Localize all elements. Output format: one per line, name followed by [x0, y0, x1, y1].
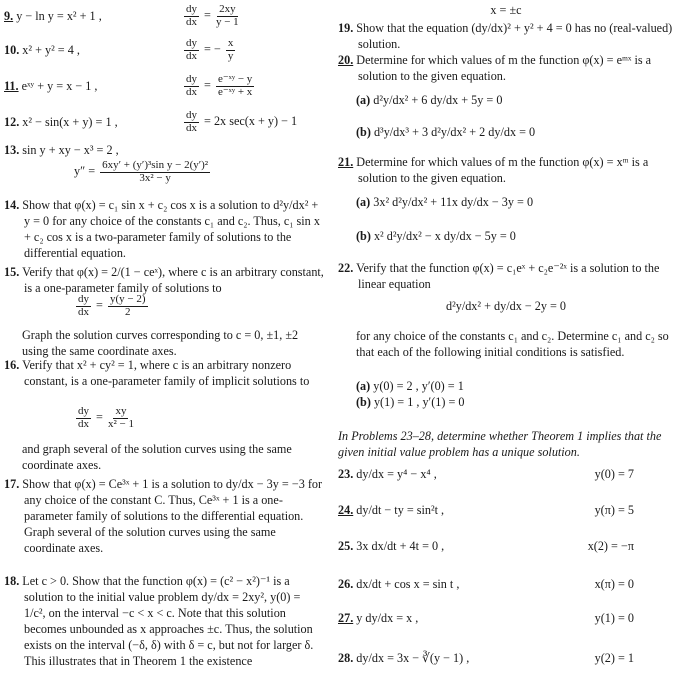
problem-15-after	[4, 327, 324, 359]
frac-num: dy	[186, 73, 197, 85]
initial-condition: y(π) = 5	[594, 503, 634, 517]
part-label: (a)	[356, 195, 371, 209]
problem-20-b	[338, 124, 674, 140]
ivp-problem	[338, 466, 674, 482]
initial-condition: y(0) = 7	[594, 467, 634, 481]
problem-22-b	[338, 394, 674, 410]
problem-15-equation: $\frac{dy}{dx}$ = $\frac{y(y - 2)}{2}$	[78, 293, 146, 318]
frac-num: x	[227, 37, 234, 49]
frac-num: y(y − 2)	[109, 293, 146, 305]
problem-21	[338, 154, 674, 186]
ivp-problem	[338, 502, 674, 518]
problem-equation: x² + y² = 4 ,	[22, 43, 80, 57]
problem-text: Determine for which values of m the function φ(x) = eᵐˣ is a solution to the given equation.	[356, 53, 652, 84]
part-label: (a)	[356, 93, 371, 107]
problem-16	[4, 357, 324, 389]
problem-number: 12.	[4, 115, 20, 129]
frac-den: dx	[186, 15, 197, 28]
part-equation: x² d²y/dx² − x dy/dx − 5y = 0	[373, 229, 516, 243]
problem-9: 9. y − ln y = x² + 1 , $\frac{dy}{dx}$ = $\frac{2xy}{y - 1}$	[4, 3, 239, 28]
problem-number: 20.	[338, 53, 354, 67]
part-label: (b)	[356, 395, 371, 409]
problem-text: for any choice of the constants c₁ and c₂. Determine c₁ and c₂ so that each of the following initial conditions is satisfied.	[356, 329, 669, 360]
problem-equation: sin y + xy − x³ = 2 ,	[22, 143, 119, 157]
problem-text: Verify that the function φ(x) = c₁eˣ + c₂e⁻²ˣ is a solution to the linear equation	[356, 261, 660, 292]
problem-22	[338, 260, 674, 292]
problem-number: 21.	[338, 155, 354, 169]
initial-condition: x(π) = 0	[594, 577, 634, 591]
problem-text: Show that the equation (dy/dx)² + y² + 4 = 0 has no (real-valued) solution.	[356, 21, 673, 52]
carryover-text: x = ±c	[490, 3, 522, 17]
problem-equation: y − ln y = x² + 1 ,	[16, 9, 102, 23]
part-label: (a)	[356, 379, 371, 393]
problems-23-28-intro	[338, 428, 674, 460]
problem-21-a	[338, 194, 674, 210]
problem-16-after	[4, 441, 324, 473]
problem-12	[4, 109, 324, 134]
frac-num: dy	[78, 405, 89, 417]
frac-num: 6xy′ + (y′)³sin y − 2(y′)²	[102, 159, 209, 171]
problem-equation: dy/dx = y⁴ − x⁴ ,	[356, 467, 437, 481]
problem-19	[338, 20, 674, 52]
problem-16-equation: $\frac{dy}{dx}$ = $\frac{xy}{\text{x² − 1}}$	[78, 405, 134, 430]
frac-den: 3x² − y	[139, 171, 171, 184]
part-equation: y(1) = 1 , y′(1) = 0	[373, 395, 465, 409]
equals-sign: = −	[204, 41, 221, 56]
problem-number: 16.	[4, 358, 20, 372]
problem-number: 24.	[338, 503, 354, 517]
problem-18	[4, 573, 324, 670]
problem-17	[4, 476, 324, 556]
problem-number: 9.	[4, 9, 14, 23]
initial-condition: y(2) = 1	[594, 651, 634, 665]
problem-number: 10.	[4, 43, 20, 57]
problem-11: 11. eˣʸ + y = x − 1 , $\frac{dy}{dx}$ = $\frac{\text{e⁻ˣʸ − y}}{\text{e⁻ˣʸ + x}}$	[4, 73, 253, 98]
part-label: (b)	[356, 125, 371, 139]
frac-den: dx	[78, 305, 89, 318]
frac-den: x² − 1	[107, 417, 134, 430]
frac-num: xy	[115, 405, 127, 417]
problem-text: Verify that φ(x) = 2/(1 − ceˣ), where c is an arbitrary constant, is a one-parameter family of solutions to	[22, 265, 324, 296]
problem-equation: 3x dx/dt + 4t = 0 ,	[356, 539, 445, 553]
ivp-problem	[338, 650, 674, 666]
problem-number: 26.	[338, 577, 354, 591]
problem-equation: x² − sin(x + y) = 1 ,	[22, 115, 118, 129]
problem-number: 23.	[338, 467, 354, 481]
rhs: = 2x sec(x + y) − 1	[204, 113, 298, 128]
problem-text: Verify that x² + cy² = 1, where c is an arbitrary nonzero constant, is a one-parameter family of implicit solutions to	[22, 358, 310, 389]
part-label: (b)	[356, 229, 371, 243]
problem-number: 17.	[4, 477, 20, 491]
problem-15	[4, 264, 324, 296]
lhs: y″ =	[74, 163, 96, 178]
frac-den: dx	[186, 121, 197, 134]
section-intro: In Problems 23–28, determine whether Theorem 1 implies that the given initial value problem has a unique solution.	[338, 429, 662, 460]
frac-num: 2xy	[219, 3, 236, 15]
problem-13	[4, 142, 324, 158]
frac-den: e⁻ˣʸ + x	[217, 85, 253, 98]
problem-13-result	[74, 160, 324, 184]
problem-equation: y dy/dx = x ,	[356, 611, 419, 625]
frac-den: y − 1	[215, 15, 239, 28]
problem-text: Show that φ(x) = c₁ sin x + c₂ cos x is a solution to d²y/dx² + y = 0 for any choice of the constants c₁ and c₂. Thus, c₁ sin x + c₂ cos x is a two-parameter family of solutions to the differential equation.	[22, 198, 320, 261]
frac-den: dx	[186, 49, 197, 62]
frac-den: dx	[186, 85, 197, 98]
part-equation: d²y/dx² + 6 dy/dx + 5y = 0	[373, 93, 503, 107]
problem-number: 18.	[4, 574, 20, 588]
problem-number: 13.	[4, 143, 20, 157]
problem-14	[4, 197, 324, 261]
problem-text: Let c > 0. Show that the function φ(x) = (c² − x²)⁻¹ is a solution to the initial value problem dy/dx = 2xy², y(0) = 1/c², on the interval −c < x < c. Note that this solution becomes unbounded as x approaches ±c. Thus, the solution exists on the interval (−δ, δ) with δ = c, but not for larger δ. This illustrates that in Theorem 1 the existence	[22, 574, 314, 669]
problem-22-after	[338, 328, 674, 360]
problem-21-b	[338, 228, 674, 244]
frac-den: 2	[124, 305, 131, 318]
frac-num: dy	[186, 3, 197, 15]
problem-number: 11.	[4, 79, 19, 93]
part-equation: d²y/dx² + dy/dx − 2y = 0	[445, 299, 566, 313]
problem-text: Determine for which values of m the function φ(x) = xᵐ is a solution to the given equation.	[356, 155, 649, 186]
problem-number: 25.	[338, 539, 354, 553]
frac-num: dy	[186, 37, 197, 49]
part-equation: 3x² d²y/dx² + 11x dy/dx − 3y = 0	[373, 195, 534, 209]
problem-number: 19.	[338, 21, 354, 35]
problem-22-equation	[338, 298, 674, 314]
problem-equation: eˣʸ + y = x − 1 ,	[21, 79, 98, 93]
part-equation: y(0) = 2 , y′(0) = 1	[373, 379, 464, 393]
problem-20	[338, 52, 674, 84]
problem-text: Graph the solution curves corresponding to c = 0, ±1, ±2 using the same coordinate axes.	[22, 328, 299, 359]
problem-number: 28.	[338, 651, 354, 665]
problem-equation: dy/dt − ty = sin²t ,	[356, 503, 445, 517]
problem-10	[4, 37, 324, 62]
frac-den: dx	[78, 417, 89, 430]
ivp-problem	[338, 610, 674, 626]
frac-den: y	[227, 49, 234, 62]
initial-condition: x(2) = −π	[587, 539, 634, 553]
problem-text: and graph several of the solution curves using the same coordinate axes.	[22, 442, 292, 473]
part-equation: d³y/dx³ + 3 d²y/dx² + 2 dy/dx = 0	[373, 125, 536, 139]
frac-num: dy	[78, 293, 89, 305]
problem-number: 14.	[4, 198, 20, 212]
problem-text: Show that φ(x) = Ce³ˣ + 1 is a solution to dy/dx − 3y = −3 for any choice of the constant C. Thus, Ce³ˣ + 1 is a one-parameter family of solutions to the differential equation. Graph several of the solution curves using the same coordinate axes.	[22, 477, 323, 556]
problem-equation: dx/dt + cos x = sin t ,	[356, 577, 460, 591]
frac-num: e⁻ˣʸ − y	[217, 73, 253, 85]
problem-number: 15.	[4, 265, 20, 279]
problem-number: 22.	[338, 261, 354, 275]
ivp-problem	[338, 576, 674, 592]
ivp-problem	[338, 538, 674, 554]
problem-equation: dy/dx = 3x − ∛(y − 1) ,	[356, 651, 470, 665]
frac-num: dy	[186, 109, 197, 121]
problem-22-a	[338, 378, 674, 394]
carryover-line	[338, 2, 674, 18]
problem-number: 27.	[338, 611, 354, 625]
problem-20-a	[338, 92, 674, 108]
initial-condition: y(1) = 0	[594, 611, 634, 625]
